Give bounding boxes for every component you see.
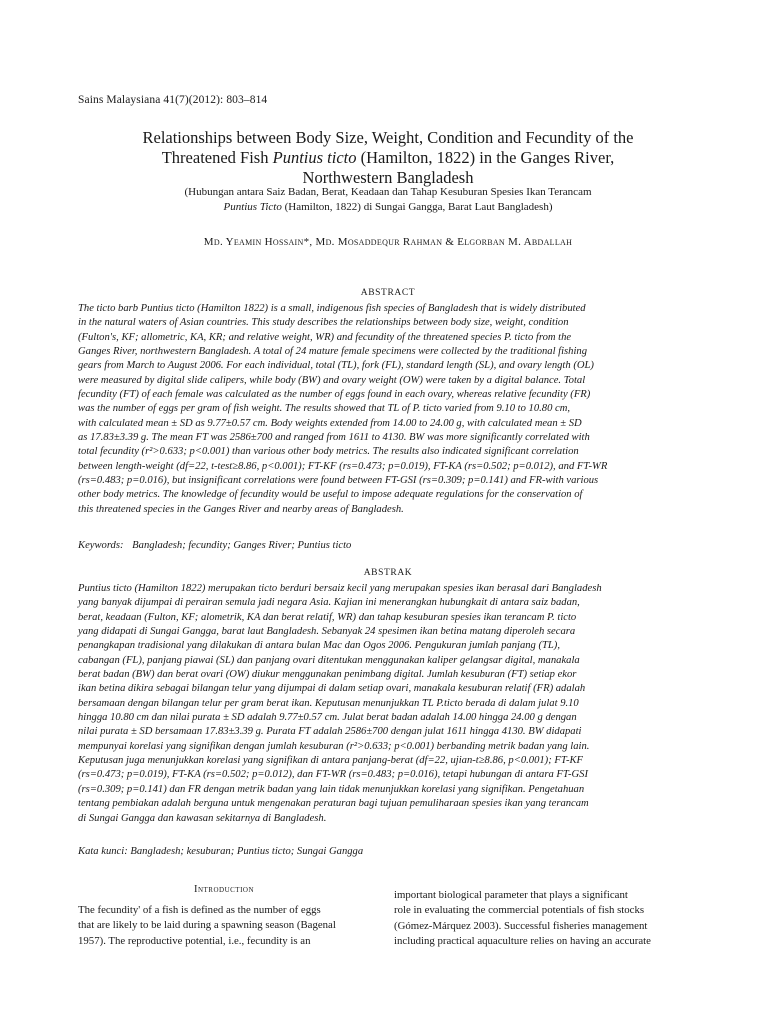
abstract-line: total fecundity (r²>0.633; p<0.001) than various other body metrics. The results also indicated significant correlation — [78, 446, 579, 458]
abstract-body — [78, 302, 690, 517]
abstrak-line: (rs=0.473; p=0.019), FT-KA (rs=0.502; p=0.012), dan FT-WR (rs=0.483; p=0.016), tetapi hubungan di antara FT-GSI — [78, 769, 588, 781]
malay-title — [70, 185, 706, 215]
title-species-name: Puntius ticto — [272, 148, 357, 167]
body-line: 1957). The reproductive potential, i.e., fecundity is an — [78, 934, 311, 947]
abstrak-line: penangkapan tradisional yang dilakukan di antara bulan Mac dan Ogos 2006. Pengukuran jumlah panjang (TL), — [78, 640, 560, 652]
abstrak-line: Keputusan juga menunjukkan korelasi yang signifikan di antara panjang-berat (df=22, ujian-t≥8.86, p<0.001); FT-KF — [78, 755, 584, 767]
abstrak-line: berat badan (BW) dan berat ovari (OW) diukur menggunakan penimbang digital. Jumlah kesuburan (FT) setiap ekor — [78, 669, 577, 681]
abstrak-line: tentang pembiakan adalah berguna untuk mengenakan peraturan bagi tujuan pemuliharaan spesies ikan yang terancam — [78, 798, 589, 810]
journal-reference: Sains Malaysiana 41(7)(2012): 803–814 — [78, 94, 268, 106]
abstract-line: was the number of eggs per gram of fish weight. The results showed that TL of P. ticto varied from 9.10 to 10.80 cm, — [78, 403, 571, 415]
malay-title-line-1: (Hubungan antara Saiz Badan, Berat, Keadaan dan Tahap Kesuburan Spesies Ikan Terancam — [184, 186, 592, 198]
keywords-label: Keywords: — [78, 540, 124, 551]
body-line: (Gómez-Márquez 2003). Successful fisheries management — [394, 919, 648, 932]
title-line-1: Relationships between Body Size, Weight, Condition and Fecundity of the — [142, 128, 634, 147]
body-line: important biological parameter that plays a significant — [394, 889, 628, 901]
abstract-line: between length-weight (df=22, t-test≥8.86, p<0.001); FT-KF (rs=0.473; p=0.019), FT-KA (rs=0.502; p=0.012), and FT-WR — [78, 460, 608, 472]
title-line-2-post: (Hamilton, 1822) in the Ganges River, — [356, 148, 615, 167]
introduction-heading: Introduction — [193, 884, 255, 895]
abstrak-line: cabangan (FL), panjang piawai (SL) dan panjang ovari ditentukan menggunakan kaliper gelangsar digital, manakala — [78, 654, 580, 666]
abstrak-body — [78, 582, 690, 826]
body-line: role in evaluating the commercial potentials of fish stocks — [394, 904, 645, 917]
malay-title-line-2-post: (Hamilton, 1822) di Sungai Gangga, Barat Laut Bangladesh) — [281, 201, 553, 213]
kata-kunci-label: Kata kunci: — [78, 846, 128, 857]
abstrak-line: yang banyak dijumpai di perairan semula jadi negara Asia. Kajian ini menerangkan hubungkait di antara saiz badan, — [78, 597, 580, 609]
malay-title-species: Puntius Ticto — [223, 201, 282, 213]
body-line: including practical aquaculture relies on having an accurate — [394, 934, 651, 947]
abstrak-line: hingga 10.80 cm dan nilai purata ± SD adalah 9.77±0.57 cm. Julat berat badan adalah 14.00 hingga 24.00 g dengan — [78, 712, 577, 724]
abstract-line: as 17.83±3.39 g. The mean FT was 2586±700 and ranged from 1611 to 4130. BW was more significantly correlated with — [78, 432, 590, 444]
title-line-3: Northwestern Bangladesh — [302, 168, 474, 187]
kata-kunci — [78, 846, 690, 857]
title-line-2-pre: Threatened Fish — [161, 148, 273, 167]
abstract-line: The ticto barb Puntius ticto (Hamilton 1822) is a small, indigenous fish species of Bangladesh that is widely distributed — [78, 303, 586, 314]
body-line: that are likely to be laid during a spawning season (Bagenal — [78, 919, 336, 932]
body-column-left — [78, 884, 370, 949]
abstract-line: other body metrics. The knowledge of fecundity would be useful to impose adequate regulations for the conservation of — [78, 489, 583, 501]
paper-title — [70, 128, 706, 188]
body-column-right — [394, 888, 690, 949]
intro-paragraph-right — [394, 888, 690, 949]
abstrak-line: bersamaan dengan bilangan telur per gram berat ikan. Keputusan menunjukkan TL P.ticto berada di dalam julat 9.10 — [78, 697, 579, 709]
abstract-line: this threatened species in the Ganges River and nearby areas of Bangladesh. — [78, 503, 404, 515]
abstrak-line: berat, keadaan (Fulton, KF; alometrik, KA dan berat relatif, WR) dan tahap kesuburan spesies ikan terancam P. ticto — [78, 611, 577, 623]
malay-title-line-2 — [70, 200, 706, 215]
abstrak-line: yang didapati di Sungai Gangga, barat laut Bangladesh. Sebanyak 24 spesimen ikan betina matang diperoleh secara — [78, 626, 576, 638]
abstrak-line: di Sungai Gangga dan kawasan sekitarnya di Bangladesh. — [78, 812, 327, 824]
abstrak-line: ikan betina dikira sebagai bilangan telur yang dijumpai di dalam setiap ovari, manakala kesuburan relatif (FR) adalah — [78, 683, 586, 695]
abstrak-heading: ABSTRAK — [363, 568, 413, 578]
keywords-text: Bangladesh; fecundity; Ganges River; Puntius ticto — [132, 540, 352, 551]
abstrak-line: Puntius ticto (Hamilton 1822) merupakan ticto berduri bersaiz kecil yang merupakan spesies ikan berasal dari Bangladesh — [78, 583, 602, 594]
intro-paragraph-left — [78, 903, 370, 949]
keywords — [78, 540, 690, 551]
abstract-line: were measured by digital slide calipers, while body (BW) and ovary weight (OW) were taken by a digital balance. Total — [78, 374, 586, 386]
abstrak-line: nilai purata ± SD bersamaan 17.83±3.39 g. Purata FT adalah 2586±700 dengan julat 1611 hingga 4130. BW didapati — [78, 726, 582, 738]
body-line: The fecundity' of a fish is defined as the number of eggs — [78, 904, 321, 916]
abstrak-line: mempunyai korelasi yang signifikan dengan jumlah kesuburan (r²>0.633; p<0.001) berbanding metrik badan yang lain. — [78, 740, 590, 752]
kata-kunci-text: Bangladesh; kesuburan; Puntius ticto; Sungai Gangga — [130, 846, 364, 857]
abstract-line: gears from March to August 2006. For each individual, total (TL), fork (FL), standard length (SL), and ovary length (OL) — [78, 360, 594, 372]
author-list: Md. Yeamin Hossain*, Md. Mosaddequr Rahman & Elgorban M. Abdallah — [203, 236, 573, 248]
abstract-line: (Fulton's, KF; allometric, KA, KR; and relative weight, WR) and fecundity of the threatened species P. ticto from the — [78, 331, 572, 343]
abstract-line: fecundity (FT) of each female was calculated as the number of eggs found in each ovary, whereas relative fecundity (FR) — [78, 389, 591, 401]
abstract-heading: ABSTRACT — [360, 288, 416, 298]
abstrak-line: (rs=0.309; p=0.141) dan FR dengan metrik badan yang lain tidak menunjukkan korelasi yang signifikan. Pengetahuan — [78, 783, 585, 795]
abstract-line: with calculated mean ± SD as 9.77±0.57 cm. Body weights extended from 14.00 to 24.00 g, with calculated mean ± SD — [78, 417, 582, 429]
title-line-2 — [70, 148, 706, 168]
abstract-line: in the natural waters of Asian countries. This study describes the relationships between body size, weight, condition — [78, 317, 569, 329]
abstract-line: (rs=0.483; p=0.016), but insignificant correlations were found between FT-GSI (rs=0.309; p=0.141) and FR-with various — [78, 475, 599, 487]
abstract-line: Ganges River, northwestern Bangladesh. A total of 24 mature female specimens were collected by the traditional fishing — [78, 346, 588, 358]
